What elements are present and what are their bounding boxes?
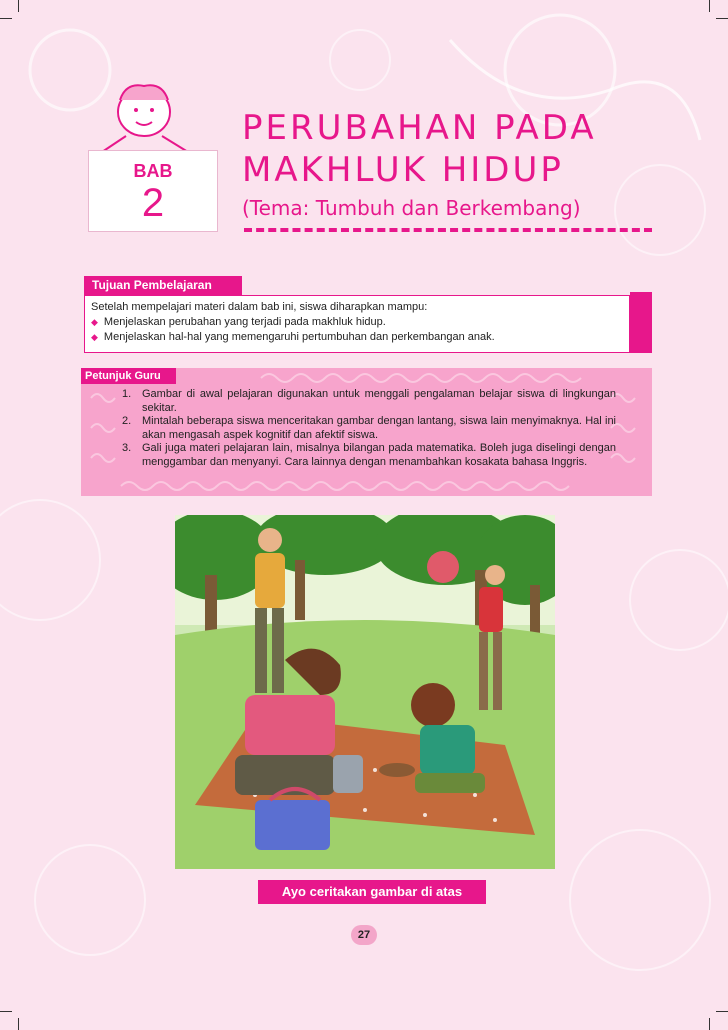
guide-item-text: Gambar di awal pelajaran digunakan untuk menggali pengalaman belajar siswa di lingkungan sekitar. (142, 388, 616, 414)
crop-mark (716, 1011, 728, 1012)
crop-mark (0, 1011, 12, 1012)
mascot-illustration (96, 80, 196, 160)
crop-mark (18, 0, 19, 12)
guide-item-text: Gali juga materi pelajaran lain, misalnya bilangan pada matematika. Boleh juga diselingi dengan menggambar dan menyanyi. Cara lainnya dengan menambahkan kosakata bahasa Inggris. (142, 442, 616, 468)
learning-goal-text: Menjelaskan perubahan yang terjadi pada makhluk hidup. (103, 316, 386, 328)
guide-item (122, 442, 616, 469)
learning-goals-accent (630, 292, 652, 353)
chapter-title-line-2: MAKHLUK HIDUP (242, 150, 564, 190)
guide-item (122, 388, 616, 415)
chapter-title-line-1: PERUBAHAN PADA (242, 108, 597, 148)
learning-goals-heading: Tujuan Pembelajaran (84, 276, 242, 295)
crop-mark (709, 1018, 710, 1030)
learning-goals-intro: Setelah mempelajari materi dalam bab ini, siswa diharapkan mampu: (91, 301, 428, 313)
picnic-illustration (175, 515, 555, 869)
guide-item-text: Mintalah beberapa siswa menceritakan gambar dengan lantang, siswa lain menyimaknya. Hal ini akan mengasah aspek kognitif dan afektif siswa. (142, 415, 616, 441)
learning-goals-box (84, 295, 630, 353)
crop-mark (716, 18, 728, 19)
guide-item-number: 2. (122, 415, 132, 427)
teacher-guide-heading: Petunjuk Guru (81, 368, 176, 384)
guide-item-number: 1. (122, 388, 132, 400)
learning-goal-text: Menjelaskan hal-hal yang memengaruhi pertumbuhan dan perkembangan anak. (103, 331, 495, 343)
teacher-guide-list (122, 388, 616, 469)
crop-mark (18, 1018, 19, 1030)
guide-item-number: 3. (122, 442, 132, 454)
chapter-label: BAB (133, 161, 173, 181)
crop-mark (0, 18, 12, 19)
chapter-number: 2 (141, 181, 165, 225)
guide-item (122, 415, 616, 442)
illustration-caption: Ayo ceritakan gambar di atas (258, 880, 486, 904)
crop-mark (709, 0, 710, 12)
chapter-theme: (Tema: Tumbuh dan Berkembang) (242, 196, 581, 220)
chapter-card (88, 150, 218, 232)
learning-goal-item (91, 330, 623, 345)
learning-goal-item (91, 315, 623, 330)
page-number: 27 (351, 925, 377, 945)
title-divider (244, 228, 652, 232)
